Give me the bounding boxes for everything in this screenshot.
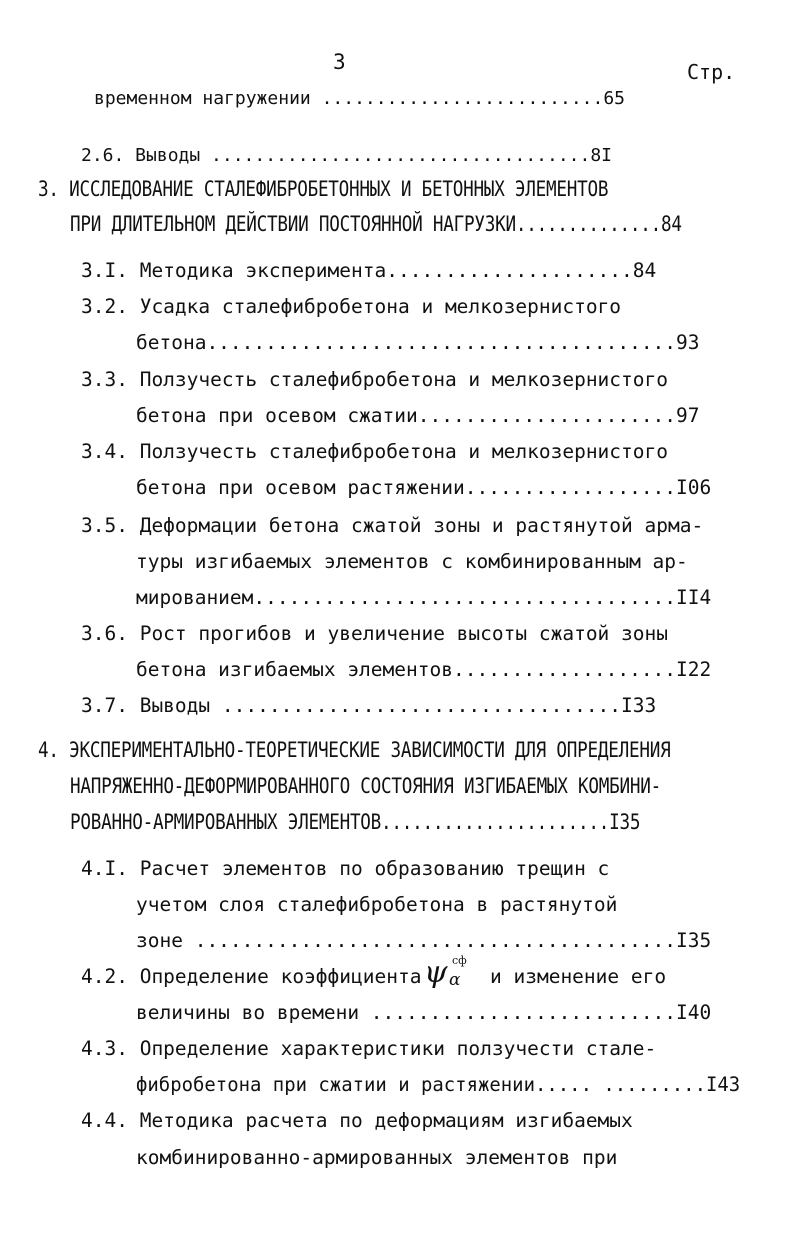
toc-entry-3-3: 3.3. Ползучесть сталефибробетона и мелкозернистого — [81, 368, 668, 391]
toc-entry-3-3-cont: бетона при осевом сжатии......................97 — [136, 404, 700, 427]
toc-chapter-3-title: 3. ИССЛЕДОВАНИЕ СТАЛЕФИБРОБЕТОННЫХ И БЕТОННЫХ ЭЛЕМЕНТОВ — [38, 177, 609, 201]
toc-entry-3-6-cont: бетона изгибаемых элементов...................I22 — [136, 658, 712, 681]
toc-entry-4-3: 4.3. Определение характеристики ползучести стале- — [81, 1037, 657, 1060]
toc-entry-4-2: 4.2. Определение коэффициента — [81, 965, 422, 988]
toc-entry-3-6: 3.6. Рост прогибов и увеличение высоты сжатой зоны — [81, 622, 668, 645]
toc-entry-3-4-cont: бетона при осевом растяжении..................I06 — [136, 476, 712, 499]
toc-entry-3-2: 3.2. Усадка сталефибробетона и мелкозернистого — [81, 295, 622, 318]
psi-subscript: α — [449, 970, 461, 990]
toc-chapter-4-title: 4. ЭКСПЕРИМЕНТАЛЬНО-ТЕОРЕТИЧЕСКИЕ ЗАВИСИМОСТИ ДЛЯ ОПРЕДЕЛЕНИЯ — [38, 738, 671, 762]
psi-symbol: ψ — [424, 955, 448, 990]
toc-entry-4-3-cont: фибробетона при сжатии и растяжении..... .........I43 — [136, 1073, 741, 1096]
toc-entry-4-4: 4.4. Методика расчета по деформациям изгибаемых — [81, 1109, 633, 1132]
toc-entry-2-6: 2.6. Выводы ...................................8I — [81, 145, 613, 166]
toc-entry-3-5: 3.5. Деформации бетона сжатой зоны и растянутой арма- — [81, 514, 704, 537]
toc-entry-continuation: временном нагружении ..........................65 — [94, 88, 626, 109]
toc-entry-3-2-cont: бетона........................................93 — [136, 331, 700, 354]
toc-entry-3-7: 3.7. Выводы ..................................I33 — [81, 694, 657, 717]
toc-chapter-4-title-cont-2: РОВАННО-АРМИРОВАННЫХ ЭЛЕМЕНТОВ......................I35 — [70, 810, 641, 834]
toc-entry-4-2-cont: величины во времени ..........................I40 — [136, 1001, 712, 1024]
page-number: 3 — [333, 50, 346, 74]
psi-superscript: сф — [452, 954, 467, 967]
toc-chapter-4-title-cont: НАПРЯЖЕННО-ДЕФОРМИРОВАННОГО СОСТОЯНИЯ ИЗГИБАЕМЫХ КОМБИНИ- — [70, 774, 661, 798]
toc-entry-3-5-cont-2: мированием....................................II4 — [136, 586, 712, 609]
toc-entry-4-1-cont-2: зоне .........................................I35 — [136, 929, 712, 952]
toc-entry-3-4: 3.4. Ползучесть сталефибробетона и мелкозернистого — [81, 440, 668, 463]
toc-entry-3-5-cont: туры изгибаемых элементов с комбинированным ар- — [136, 550, 688, 573]
toc-entry-4-4-cont: комбинированно-армированных элементов при — [136, 1146, 618, 1169]
toc-chapter-3-title-cont: ПРИ ДЛИТЕЛЬНОМ ДЕЙСТВИИ ПОСТОЯННОЙ НАГРУЗКИ..............84 — [70, 212, 682, 236]
toc-entry-4-1-cont: учетом слоя сталефибробетона в растянутой — [136, 893, 618, 916]
toc-entry-3-1: 3.I. Методика эксперимента.....................84 — [81, 259, 657, 282]
toc-entry-4-2-tail: и изменение его — [490, 965, 667, 988]
toc-entry-4-1: 4.I. Расчет элементов по образованию трещин с — [81, 857, 610, 880]
page-column-header: Стр. — [687, 60, 736, 84]
